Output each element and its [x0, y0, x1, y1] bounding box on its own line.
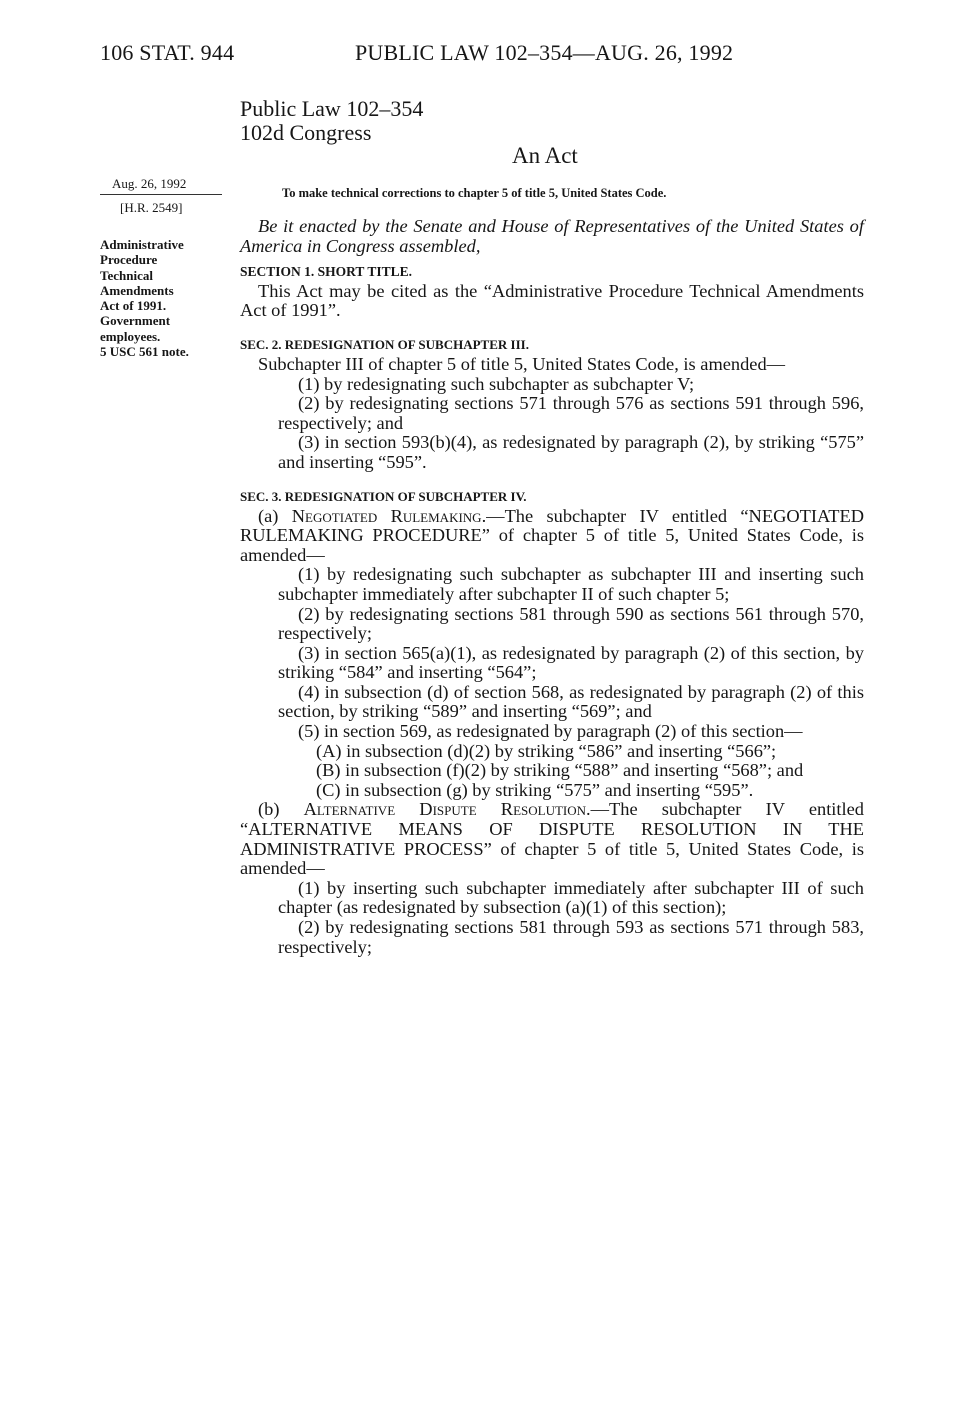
subsection-a-caption: Negotiated Rulemaking. — [291, 505, 487, 526]
enactment-date: Aug. 26, 1992 — [112, 176, 187, 191]
section-3a-subitem: (A) in subsection (d)(2) by striking “586” and inserting “566”; — [316, 740, 777, 761]
margin-note: Government — [100, 313, 171, 329]
public-law-number: Public Law 102–354 — [240, 96, 424, 121]
congress-number: 102d Congress — [240, 120, 372, 145]
enacting-clause: Be it enacted by the Senate and House of Representatives of the United States of America in Congress assembled, — [240, 216, 864, 256]
margin-note: Amendments — [100, 282, 174, 298]
section-3a-subitem: (B) in subsection (f)(2) by striking “588” and inserting “568”; and — [316, 760, 804, 781]
subsection-a-text: —The subchapter IV entitled “NEGOTIATED RULEMAKING PROCEDURE” of chapter 5 of title 5, United States Code, is amended— — [240, 505, 864, 565]
section-1-text: This Act may be cited as the “Administrative Procedure Technical Amendments Act of 1991”. — [240, 280, 864, 321]
margin-note: employees. — [100, 328, 161, 344]
section-2-item: (1) by redesignating such subchapter as subchapter V; — [298, 373, 695, 394]
section-3b-item: (2) by redesignating sections 581 through 593 as sections 571 through 583, respectively; — [278, 917, 864, 957]
bill-number: [H.R. 2549] — [120, 200, 183, 215]
section-2-item: (2) by redesignating sections 571 through 576 as sections 591 through 596, respectively; and — [278, 393, 864, 433]
section-3a-item: (2) by redesignating sections 581 through 590 as sections 561 through 570, respectively; — [278, 603, 864, 644]
act-body — [240, 217, 864, 957]
subsection-a-label: (a) — [258, 505, 279, 526]
section-3a-subitem: (C) in subsection (g) by striking “575” and inserting “595”. — [316, 779, 754, 800]
margin-note: Act of 1991. — [100, 298, 167, 314]
section-3b-item: (1) by inserting such subchapter immediately after subchapter III of such chapter (as redesignated by subsection (a)(1) of this section); — [278, 877, 864, 918]
date-rule — [100, 194, 222, 195]
margin-note: Administrative — [100, 237, 184, 252]
section-3a-intro — [240, 507, 864, 566]
subsection-b-caption: Alternative Dispute Resolution. — [303, 799, 591, 820]
section-3a-item: (5) in section 569, as redesignated by paragraph (2) of this section— — [298, 721, 803, 742]
section-3a-item: (1) by redesignating such subchapter as subchapter III and inserting such subchapter immediately after subchapter II of such chapter 5; — [278, 564, 864, 604]
section-2-intro: Subchapter III of chapter 5 of title 5, United States Code, is amended— — [258, 353, 786, 374]
section-3b-intro — [240, 800, 864, 878]
an-act-heading: An Act — [512, 143, 578, 168]
margin-notes — [100, 237, 240, 359]
running-title: PUBLIC LAW 102–354—AUG. 26, 1992 — [355, 40, 734, 65]
subsection-b-label: (b) — [258, 799, 280, 820]
section-3a-item: (4) in subsection (d) of section 568, as redesignated by paragraph (2) of this section, by striking “589” and inserting “569”; and — [278, 681, 864, 722]
section-3-heading: SEC. 3. REDESIGNATION OF SUBCHAPTER IV. — [240, 488, 527, 504]
margin-note: 5 USC 561 note. — [100, 344, 189, 360]
section-3a-item: (3) in section 565(a)(1), as redesignated by paragraph (2) of this section, by striking “584” and inserting “564”; — [278, 642, 864, 683]
margin-note: Procedure — [100, 252, 158, 268]
subsection-b-text: —The subchapter IV entitled “ALTERNATIVE MEANS OF DISPUTE RESOLUTION IN THE ADMINISTRATIVE PROCESS” of chapter 5 of title 5, United States Code, is amended— — [240, 799, 864, 879]
stat-page-number: 106 STAT. 944 — [100, 40, 235, 65]
act-purpose: To make technical corrections to chapter 5 of title 5, United States Code. — [282, 186, 667, 200]
section-2-heading: SEC. 2. REDESIGNATION OF SUBCHAPTER III. — [240, 336, 529, 352]
section-1-heading: SECTION 1. SHORT TITLE. — [240, 264, 412, 280]
section-2-item: (3) in section 593(b)(4), as redesignated by paragraph (2), by striking “575” and inserting “595”. — [278, 432, 864, 472]
margin-note: Technical — [100, 267, 153, 283]
